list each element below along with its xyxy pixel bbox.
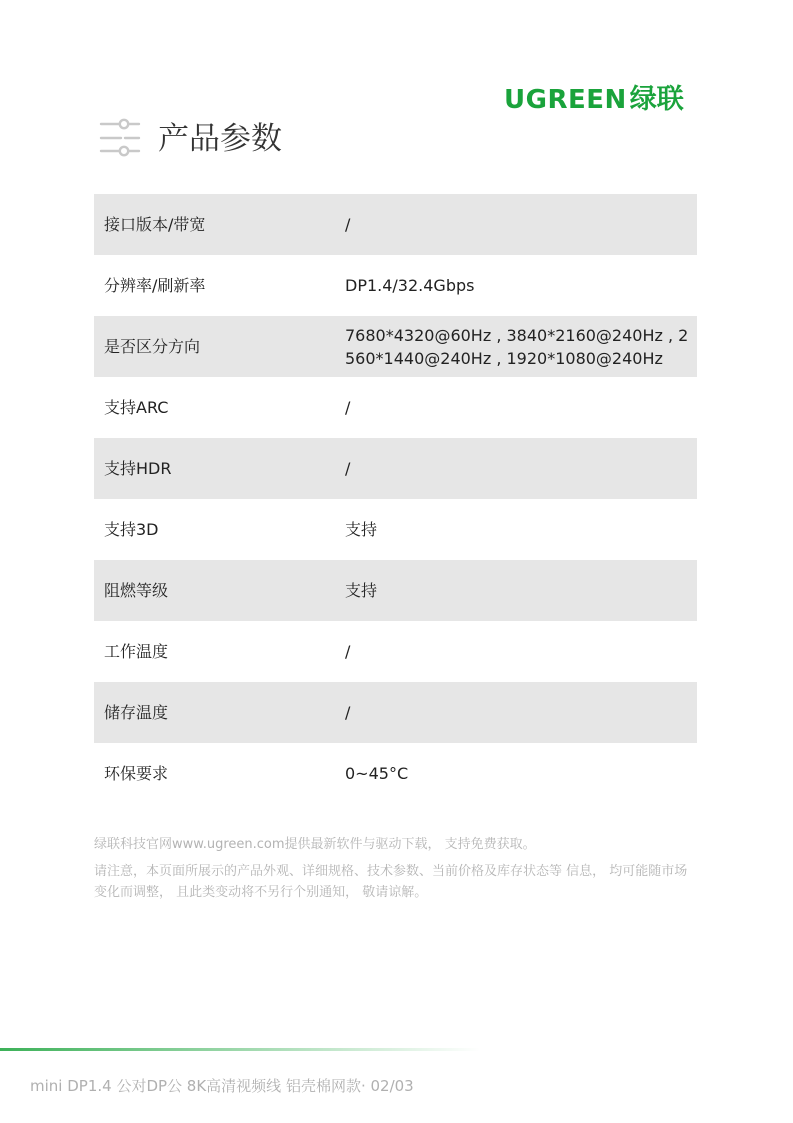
spec-row <box>94 316 697 377</box>
note-disclaimer: 请注意，本页面所展示的产品外观、详细规格、技术参数、当前价格及库存状态等 信息， 均可能随市场变化而调整， 且此类变动将不另行个别通知， 敬请谅解。 <box>94 864 688 900</box>
spec-table <box>94 194 697 804</box>
footer-text: mini DP1.4 公对DP公 8K高清视频线 铝壳棉网款· 02/03 <box>30 1077 414 1095</box>
spec-row <box>94 682 697 743</box>
slider-line-bottom <box>101 147 139 155</box>
slider-line-top <box>101 120 139 128</box>
spec-label: 支持3D <box>104 519 159 539</box>
spec-label: 支持ARC <box>104 397 169 417</box>
spec-label: 环保要求 <box>104 763 169 783</box>
spec-value: / <box>345 398 351 417</box>
spec-row <box>94 377 697 438</box>
page-title: 产品参数 <box>158 121 282 157</box>
spec-row <box>94 255 697 316</box>
spec-label: 工作温度 <box>104 641 169 661</box>
spec-label: 是否区分方向 <box>104 336 201 356</box>
spec-value: / <box>345 215 351 234</box>
spec-value: / <box>345 642 351 661</box>
notes <box>94 834 697 903</box>
spec-value: 支持 <box>345 581 378 600</box>
brand-logo-cjk: 绿联 <box>629 84 684 115</box>
spec-label: 阻燃等级 <box>104 580 169 600</box>
spec-row <box>94 499 697 560</box>
spec-value: 7680*4320@60Hz , 3840*2160@240Hz , 2560*1440@240Hz , 1920*1080@240Hz <box>345 325 689 368</box>
spec-label: 支持HDR <box>104 458 172 478</box>
note-download: 绿联科技官网www.ugreen.com提供最新软件与驱动下载， 支持免费获取。 <box>94 837 536 852</box>
spec-value: / <box>345 459 351 478</box>
spec-value: 0~45°C <box>345 764 409 783</box>
spec-label: 分辨率/刷新率 <box>104 275 206 295</box>
settings-sliders-icon <box>99 118 141 158</box>
spec-label: 储存温度 <box>104 702 169 722</box>
spec-value: 支持 <box>345 520 378 539</box>
spec-row <box>94 560 697 621</box>
footer-divider <box>0 1048 480 1051</box>
spec-value: DP1.4/32.4Gbps <box>345 276 475 295</box>
brand-logo <box>504 84 684 116</box>
spec-row <box>94 194 697 255</box>
spec-value: / <box>345 703 351 722</box>
spec-row <box>94 743 697 804</box>
spec-row <box>94 621 697 682</box>
brand-logo-latin: UGREEN <box>504 85 627 115</box>
spec-label: 接口版本/带宽 <box>104 214 206 234</box>
spec-row <box>94 438 697 499</box>
